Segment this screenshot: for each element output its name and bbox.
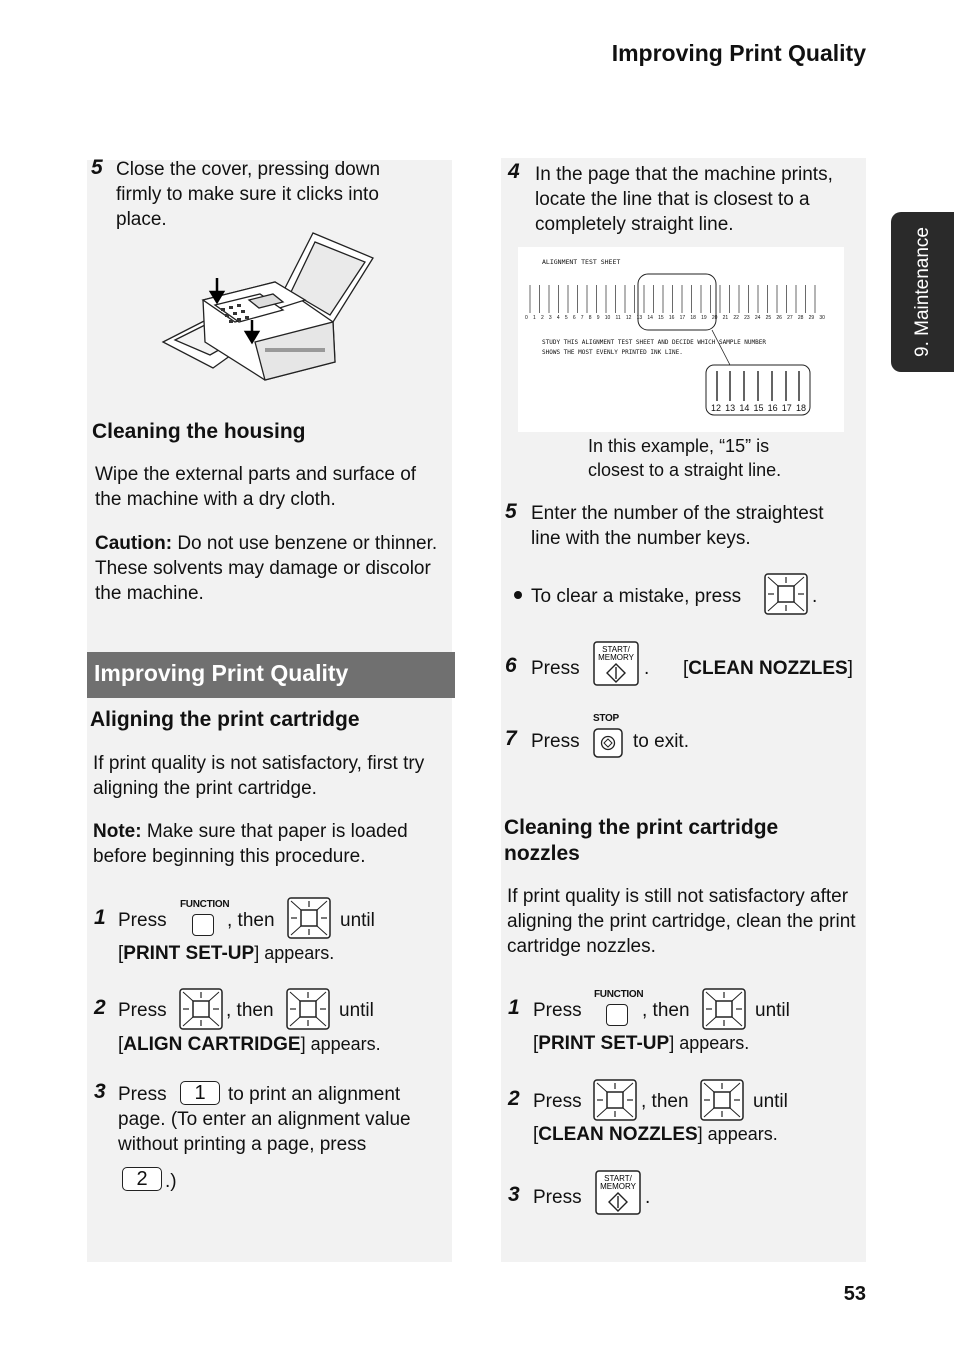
sheet-number: 15 (658, 315, 664, 321)
sheet-number: 22 (733, 315, 739, 321)
start-key-label-bottom: MEMORY (598, 653, 634, 662)
sheet-number: 17 (679, 315, 686, 321)
bracket-open: [ (683, 658, 689, 679)
function-key[interactable] (192, 914, 214, 936)
sheet-number: 1 (532, 315, 536, 321)
caution-label: Caution: (95, 533, 173, 554)
sheet-number: 13 (636, 315, 643, 321)
sheet-number: 16 (668, 315, 675, 321)
step-until-label: until (340, 910, 375, 931)
step-tail: . (645, 1187, 651, 1208)
zoom-number: 17 (781, 403, 792, 413)
note-text: Make sure that paper is loaded before beginning this procedure. (93, 821, 408, 867)
step-press-label: Press (533, 1187, 582, 1208)
step-text: Enter the number of the straightest line with the number keys. (531, 503, 824, 549)
sheet-instruction-2: SHOWS THE MOST EVENLY PRINTED INK LINE. (542, 349, 683, 356)
sheet-number: 11 (615, 315, 621, 321)
nav-key-icon[interactable] (287, 897, 331, 939)
caution-text: Do not use benzene or thinner. These solvents may damage or discolor the machine. (95, 533, 438, 604)
start-memory-key-icon[interactable] (595, 1170, 641, 1215)
bracket-close: ] appears. (300, 1034, 381, 1054)
step-then-label: , then (226, 1000, 274, 1021)
step-press-label: Press (533, 1000, 582, 1021)
section-title: Improving Print Quality (94, 660, 349, 686)
bullet-dot (514, 591, 522, 599)
bracket-close: ] (847, 658, 853, 679)
nozzles-intro: If print quality is still not satisfactory after aligning the print cartridge, clean the print cartridge nozzles. (507, 886, 856, 957)
start-memory-key-icon[interactable] (593, 641, 639, 686)
start-key-label-top: START/ (602, 645, 630, 654)
step-press-label: Press (531, 731, 580, 752)
step-display-text (683, 656, 853, 681)
zoom-number: 18 (795, 403, 806, 413)
sheet-number: 18 (690, 315, 696, 321)
step-number: 7 (505, 727, 517, 750)
bracket-close: ] appears. (697, 1124, 778, 1144)
stop-key-label: STOP (593, 713, 619, 724)
sheet-number: 5 (564, 315, 568, 321)
nav-key-icon[interactable] (700, 1079, 744, 1121)
step-press-label: Press (531, 658, 580, 679)
step-then-label: , then (227, 910, 275, 931)
step-display-text (118, 941, 334, 966)
sheet-number: 28 (797, 315, 804, 321)
step-number: 2 (94, 996, 106, 1019)
step-text: Close the cover, pressing down firmly to make sure it clicks into place. (116, 159, 381, 230)
sheet-number-row (525, 315, 825, 321)
sheet-number: 23 (744, 315, 750, 321)
step-press-label: Press (118, 910, 167, 931)
sheet-number: 24 (754, 315, 761, 321)
step-display-text (118, 1032, 381, 1057)
figure-caption: In this example, “15” is closest to a straight line. (588, 436, 782, 480)
sheet-number: 3 (548, 315, 552, 321)
sheet-number: 27 (787, 315, 793, 321)
step-number: 2 (508, 1087, 520, 1110)
zoom-number: 13 (725, 403, 736, 413)
step-number: 1 (94, 906, 106, 929)
stop-key-icon[interactable] (593, 728, 623, 758)
sheet-number: 25 (765, 315, 772, 321)
function-key[interactable] (606, 1004, 628, 1026)
bullet-tail: . (812, 586, 818, 607)
function-key-label: FUNCTION (180, 899, 230, 910)
step-press-label: Press (118, 1000, 167, 1021)
bracket-close: ] appears. (254, 943, 335, 963)
sheet-number: 21 (722, 315, 729, 321)
housing-text: Wipe the external parts and surface of the machine with a dry cloth. (95, 464, 417, 510)
number-key-1[interactable]: 1 (180, 1081, 220, 1105)
sheet-number: 20 (711, 315, 718, 321)
step-number: 1 (508, 996, 520, 1019)
step-number: 5 (505, 500, 517, 523)
sheet-number: 12 (625, 315, 632, 321)
step-number: 5 (91, 156, 103, 179)
nav-key-icon[interactable] (286, 988, 330, 1030)
sheet-number: 26 (776, 315, 782, 321)
step-then-label: , then (642, 1000, 690, 1021)
sheet-number: 6 (572, 315, 576, 321)
bracket-open: [ (533, 1033, 539, 1054)
step-tail: .) (165, 1171, 177, 1192)
sheet-number: 14 (647, 315, 653, 321)
display-code: PRINT SET-UP (538, 1033, 670, 1054)
zoom-number: 12 (711, 403, 722, 413)
note-paragraph (93, 819, 443, 869)
display-code: PRINT SET-UP (123, 943, 255, 964)
sheet-number: 29 (808, 315, 815, 321)
step-until-label: until (339, 1000, 374, 1021)
function-key-label: FUNCTION (594, 989, 644, 1000)
step-number: 4 (508, 160, 520, 183)
sheet-number: 8 (588, 315, 592, 321)
step-display-text (533, 1031, 749, 1056)
display-code: CLEAN NOZZLES (688, 658, 848, 679)
display-code: CLEAN NOZZLES (538, 1124, 698, 1145)
step-display-text (533, 1122, 778, 1147)
sheet-number: 10 (604, 315, 611, 321)
step-number: 3 (94, 1080, 106, 1103)
number-key-2[interactable]: 2 (122, 1167, 162, 1191)
bracket-open: [ (533, 1124, 539, 1145)
sheet-number: 9 (596, 315, 600, 321)
nav-key-icon[interactable] (179, 988, 223, 1030)
start-key-label-top: START/ (604, 1174, 632, 1183)
step-until-label: until (755, 1000, 790, 1021)
nav-key-icon[interactable] (593, 1079, 637, 1121)
bracket-open: [ (118, 943, 124, 964)
bracket-open: [ (118, 1034, 124, 1055)
nav-key-icon[interactable] (764, 573, 808, 615)
zoom-number: 15 (753, 403, 764, 413)
heading-aligning-cartridge: Aligning the print cartridge (90, 708, 360, 731)
step-tail: to exit. (633, 731, 689, 752)
heading-cleaning-housing: Cleaning the housing (92, 420, 306, 443)
heading-cleaning-nozzles: Cleaning the print cartridge nozzles (504, 816, 779, 865)
page-header-title: Improving Print Quality (611, 40, 866, 66)
step-text: In the page that the machine prints, locate the line that is closest to a completely straight line. (535, 164, 833, 235)
zoom-number: 16 (767, 403, 778, 413)
align-intro: If print quality is not satisfactory, first try aligning the print cartridge. (93, 753, 425, 799)
step-text: to print an alignment page. (To enter an alignment value without printing a page, press (118, 1084, 411, 1155)
zoom-number-row (711, 403, 806, 413)
section-title-band (87, 652, 455, 698)
alignment-sheet-figure (518, 247, 844, 432)
section-tab (891, 212, 954, 372)
zoom-number: 14 (739, 403, 750, 413)
step-number: 6 (505, 654, 517, 677)
display-code: ALIGN CARTRIDGE (123, 1034, 301, 1055)
fax-machine-illustration (155, 230, 380, 390)
step-tail: . (644, 658, 650, 679)
sheet-instruction-1: STUDY THIS ALIGNMENT TEST SHEET AND DECIDE WHICH SAMPLE NUMBER (542, 339, 766, 346)
bracket-close: ] appears. (669, 1033, 750, 1053)
caution-paragraph (95, 531, 450, 606)
section-tab-label: 9. Maintenance (911, 227, 933, 357)
sheet-title: ALIGNMENT TEST SHEET (542, 258, 621, 266)
step-until-label: until (753, 1091, 788, 1112)
start-key-label-bottom: MEMORY (600, 1182, 636, 1191)
step-then-label: , then (641, 1091, 689, 1112)
sheet-number: 4 (556, 315, 560, 321)
step-press-label: Press (533, 1091, 582, 1112)
page-number: 53 (843, 1283, 866, 1305)
nav-key-icon[interactable] (702, 988, 746, 1030)
sheet-number: 0 (525, 315, 528, 321)
sheet-number: 2 (540, 315, 544, 321)
bullet-text: To clear a mistake, press (531, 586, 742, 607)
step-number: 3 (508, 1183, 520, 1206)
sheet-number: 30 (819, 315, 825, 321)
sheet-number: 7 (580, 315, 584, 321)
step-press-label: Press (118, 1084, 167, 1105)
note-label: Note: (93, 821, 142, 842)
sheet-number: 19 (701, 315, 707, 321)
